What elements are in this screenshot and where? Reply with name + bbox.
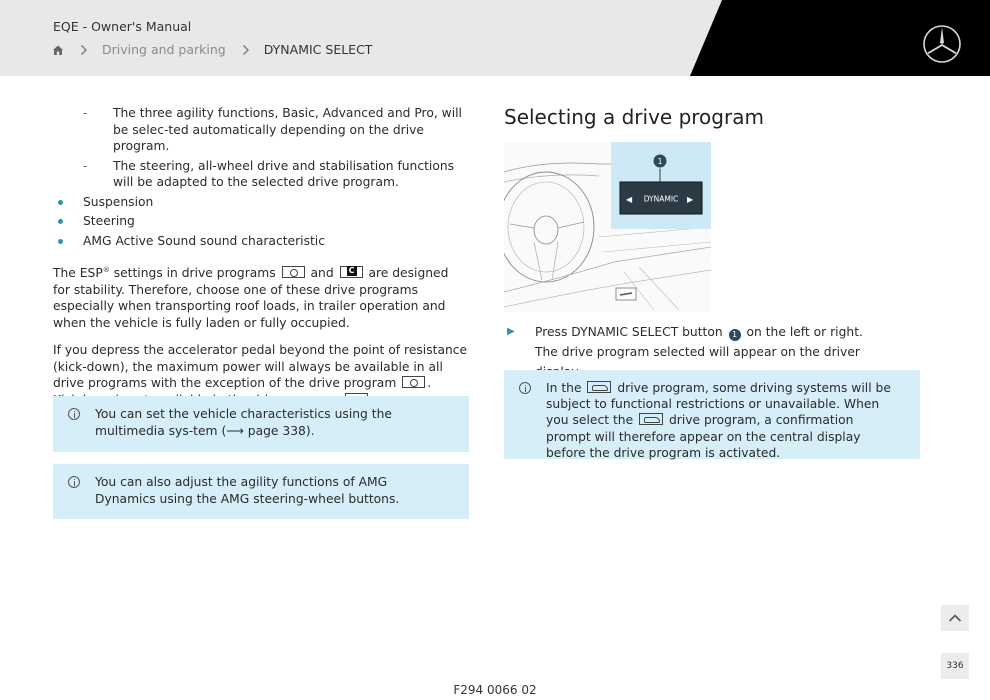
info-box-multimedia	[53, 396, 469, 452]
text-span: on the left or right.	[742, 325, 863, 339]
dashboard-illustration	[504, 142, 711, 312]
comfort-program-icon	[402, 376, 425, 388]
list-item	[53, 194, 469, 211]
breadcrumb-current: DYNAMIC SELECT	[263, 42, 373, 57]
display-arrow-left: ◀	[626, 195, 633, 204]
text-span: and	[306, 266, 338, 281]
list-item-text: AMG Active Sound sound characteristic	[83, 233, 325, 248]
list-item-text: Steering	[83, 214, 135, 228]
step-arrow-icon: ▶	[507, 326, 515, 337]
text-span: Press DYNAMIC SELECT button	[535, 325, 727, 339]
registered-mark: ®	[102, 266, 110, 274]
list-item-text: The steering, all-wheel drive and stabilisation functions will be adapted to the selected drive program.	[113, 158, 455, 189]
comfort-program-icon	[282, 266, 305, 278]
breadcrumb	[52, 42, 372, 57]
chevron-right-icon	[242, 44, 250, 56]
callout-number: 1	[657, 157, 663, 166]
dash-marker: -	[83, 106, 88, 120]
offroad-program-icon	[587, 381, 611, 393]
chevron-up-icon	[948, 613, 962, 623]
left-column	[53, 105, 469, 408]
section-title: Selecting a drive program	[504, 105, 764, 129]
document-code: F294 0066 02	[453, 683, 537, 697]
info-text: You can set the vehicle characteristics using the multimedia sys-tem (⟶ page 338).	[95, 407, 392, 438]
manual-title: EQE - Owner's Manual	[53, 19, 192, 34]
esp-paragraph	[53, 262, 469, 331]
list-item	[53, 213, 469, 230]
text-span: .	[427, 376, 432, 391]
text-span: are designed for stability. Therefore, choose one of these drive programs especially when transporting roof loads, in trailer operation and when the vehicle is fully laden or fully occupied.	[53, 266, 449, 330]
info-text: You can also adjust the agility functions of AMG Dynamics using the AMG steering-wheel buttons.	[95, 475, 400, 506]
text-span: If you depress the accelerator pedal beyond the point of resistance (kick-down), the maximum power will always be available in all drive programs with the exception of the drive program	[53, 343, 468, 391]
list-item	[53, 158, 469, 191]
list-item	[53, 105, 469, 155]
mercedes-star-logo-icon	[922, 24, 962, 64]
bullet-icon	[58, 200, 63, 205]
page-number: 336	[941, 653, 969, 679]
offroad-program-icon	[639, 413, 663, 425]
bullet-icon	[58, 219, 63, 224]
text-span: drive program, some driving systems will be subject to functional restrictions or unavailable. When you select the	[546, 381, 891, 428]
callout-number-badge: 1	[729, 329, 741, 341]
header	[0, 0, 990, 76]
display-label: DYNAMIC	[643, 194, 679, 204]
info-icon	[519, 382, 531, 394]
scroll-to-top-button[interactable]	[941, 605, 969, 631]
info-box-amg-dynamics	[53, 464, 469, 519]
display-arrow-right: ▶	[687, 195, 694, 204]
bullet-icon	[58, 239, 63, 244]
list-item-text: Suspension	[83, 194, 154, 209]
text-span: drive program, a confirmation prompt will therefore appear on the central display before the drive program is activated.	[546, 413, 861, 460]
list-item	[53, 233, 469, 250]
list-item-text: The three agility functions, Basic, Advanced and Pro, will be selec-ted automatically depending on the drive program.	[113, 106, 462, 153]
text-span: The ESP	[53, 266, 103, 281]
info-box-drive-program	[504, 370, 920, 459]
c-program-icon	[340, 266, 363, 278]
info-icon	[68, 408, 80, 420]
chevron-right-icon	[80, 44, 88, 56]
text-span: settings in drive programs	[109, 266, 280, 281]
dash-marker: -	[83, 158, 88, 173]
home-icon[interactable]	[52, 44, 64, 56]
step-result: The drive program selected will appear on the driver	[535, 345, 860, 359]
step-text	[507, 322, 907, 342]
breadcrumb-link-driving[interactable]: Driving and parking	[102, 42, 226, 57]
text-span: In the	[546, 381, 586, 395]
info-icon	[68, 476, 80, 488]
